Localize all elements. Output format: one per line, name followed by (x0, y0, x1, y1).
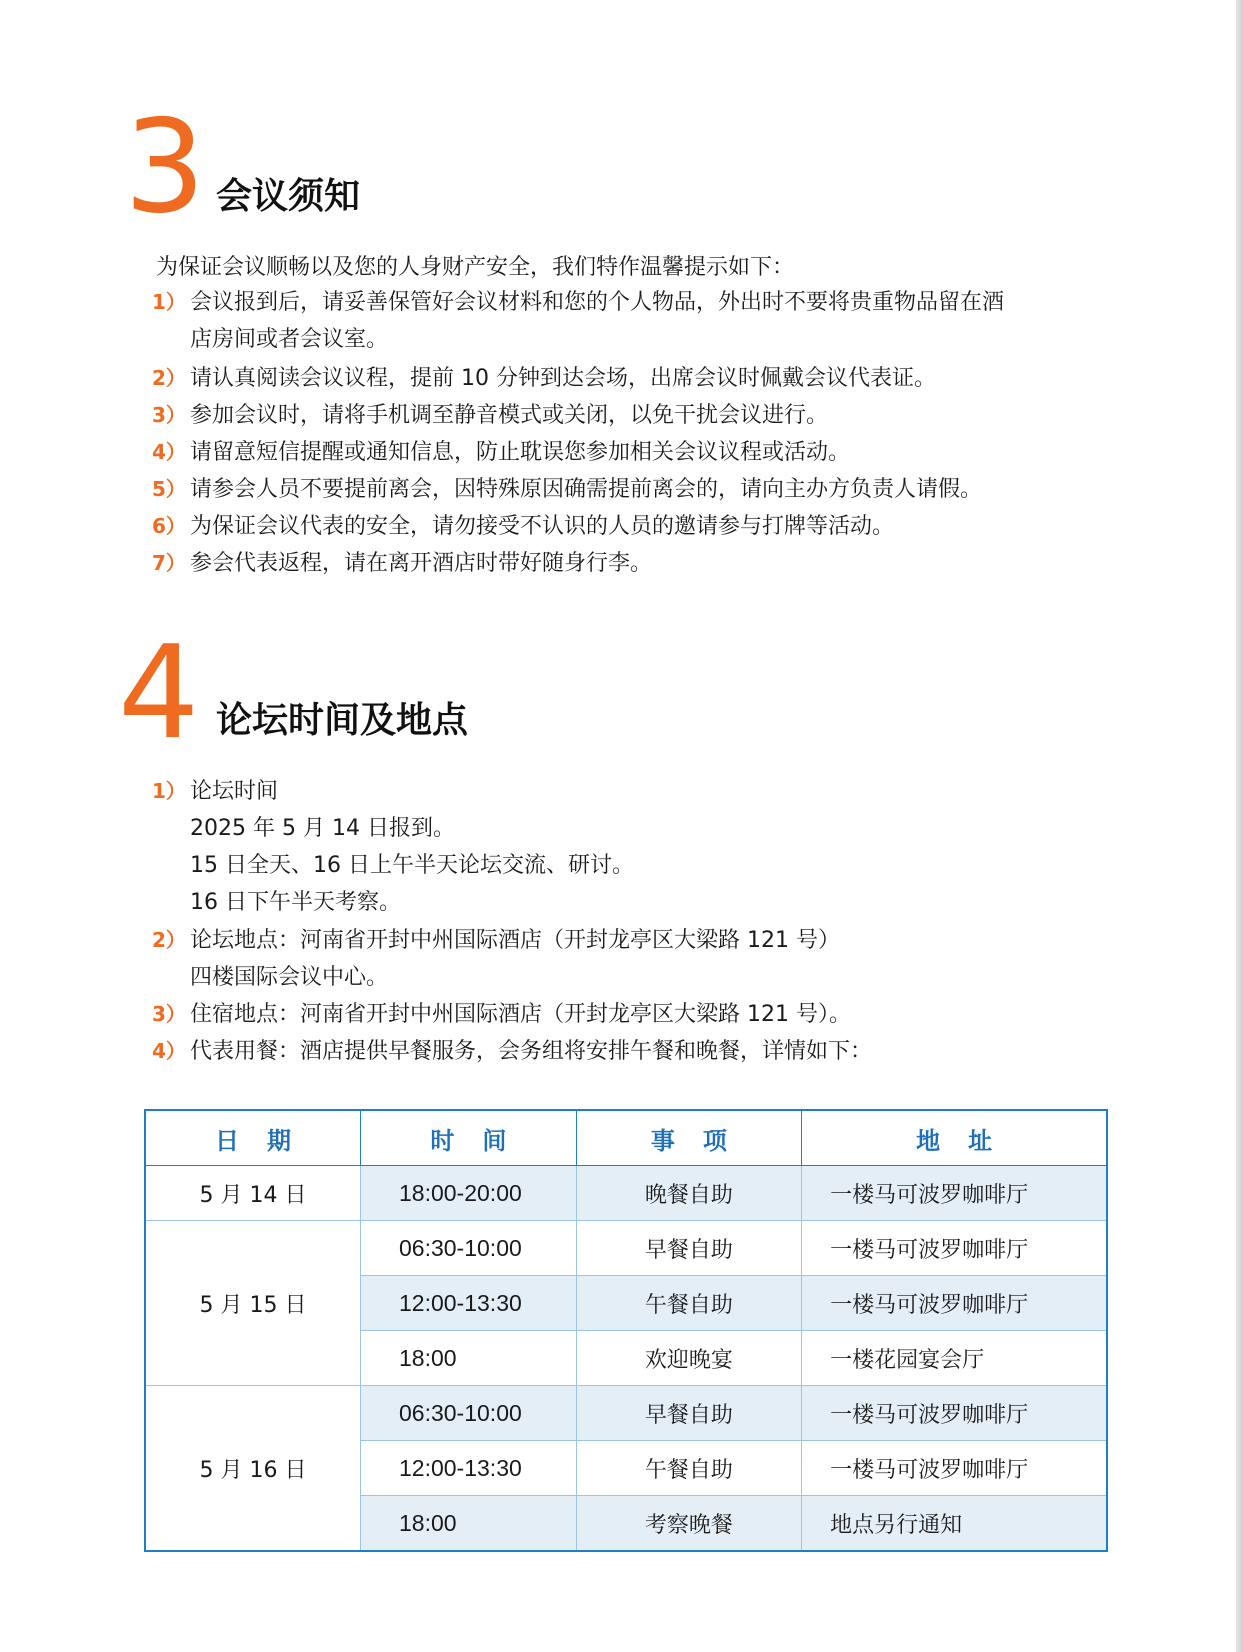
forum-item-2 (152, 922, 840, 996)
place-cell: 一楼花园宴会厅 (802, 1331, 1107, 1386)
forum-item-1 (152, 773, 634, 921)
page-edge (1236, 0, 1243, 1652)
date-cell: 5 月 15 日 (145, 1221, 361, 1386)
table-row (145, 1166, 1107, 1221)
time-cell: 18:00-20:00 (361, 1166, 577, 1221)
place-cell: 一楼马可波罗咖啡厅 (802, 1276, 1107, 1331)
time-cell: 18:00 (361, 1496, 577, 1552)
item-text: 住宿地点：河南省开封中州国际酒店（开封龙亭区大梁路 121 号）。 (190, 1002, 851, 1027)
item-text: 请参会人员不要提前离会，因特殊原因确需提前离会的，请向主办方负责人请假。 (190, 477, 983, 502)
item-number: 6） (152, 514, 186, 538)
forum-item-4 (152, 1033, 872, 1070)
section-3-intro: 为保证会议顺畅以及您的人身财产安全，我们特作温馨提示如下： (156, 255, 795, 280)
event-cell: 欢迎晚宴 (576, 1331, 801, 1386)
forum-item-3 (152, 996, 851, 1033)
notice-item-4 (152, 434, 850, 471)
item-number: 3） (152, 1002, 186, 1026)
item-text: 论坛地点：河南省开封中州国际酒店（开封龙亭区大梁路 121 号） (190, 928, 840, 953)
meal-schedule-table (144, 1109, 1108, 1552)
place-cell: 一楼马可波罗咖啡厅 (802, 1441, 1107, 1496)
event-cell: 早餐自助 (576, 1386, 801, 1441)
item-number: 1） (152, 779, 186, 803)
place-cell: 一楼马可波罗咖啡厅 (802, 1166, 1107, 1221)
section-3-number: 3 (124, 93, 206, 242)
notice-item-3 (152, 397, 828, 434)
time-cell: 06:30-10:00 (361, 1221, 577, 1276)
table-header-row (145, 1110, 1107, 1166)
item-number: 1） (152, 290, 186, 314)
time-cell: 18:00 (361, 1331, 577, 1386)
section-3-title: 会议须知 (216, 176, 361, 217)
item-number: 4） (152, 1039, 186, 1063)
item-number: 3） (152, 403, 186, 427)
notice-item-7 (152, 545, 652, 582)
notice-item-6 (152, 508, 894, 545)
time-cell: 12:00-13:30 (361, 1276, 577, 1331)
date-cell: 5 月 14 日 (145, 1166, 361, 1221)
item-text-continued: 四楼国际会议中心。 (190, 965, 389, 990)
item-text-continued: 店房间或者会议室。 (190, 327, 389, 352)
place-cell: 一楼马可波罗咖啡厅 (802, 1221, 1107, 1276)
item-text-continued: 16 日下午半天考察。 (190, 890, 401, 915)
event-cell: 午餐自助 (576, 1276, 801, 1331)
header-event: 事 项 (576, 1110, 801, 1166)
event-cell: 考察晚餐 (576, 1496, 801, 1552)
header-time: 时 间 (361, 1110, 577, 1166)
item-text-continued: 15 日全天、16 日上午半天论坛交流、研讨。 (190, 853, 634, 878)
item-number: 5） (152, 477, 186, 501)
notice-item-2 (152, 360, 936, 397)
item-number: 7） (152, 551, 186, 575)
place-cell: 一楼马可波罗咖啡厅 (802, 1386, 1107, 1441)
notice-item-1 (152, 284, 1004, 358)
time-cell: 06:30-10:00 (361, 1386, 577, 1441)
item-number: 4） (152, 440, 186, 464)
notice-item-5 (152, 471, 982, 508)
event-cell: 晚餐自助 (576, 1166, 801, 1221)
item-text: 代表用餐：酒店提供早餐服务，会务组将安排午餐和晚餐，详情如下： (190, 1039, 873, 1064)
time-cell: 12:00-13:30 (361, 1441, 577, 1496)
date-cell: 5 月 16 日 (145, 1386, 361, 1552)
item-text: 论坛时间 (190, 779, 279, 804)
item-number: 2） (152, 928, 186, 952)
table-row (145, 1221, 1107, 1276)
item-text-continued: 2025 年 5 月 14 日报到。 (190, 816, 455, 841)
event-cell: 午餐自助 (576, 1441, 801, 1496)
section-4-number: 4 (118, 619, 200, 768)
section-4-title: 论坛时间及地点 (216, 700, 469, 741)
item-text: 参加会议时，请将手机调至静音模式或关闭，以免干扰会议进行。 (190, 403, 829, 428)
item-text: 请留意短信提醒或通知信息，防止耽误您参加相关会议议程或活动。 (190, 440, 851, 465)
item-number: 2） (152, 366, 186, 390)
header-place: 地 址 (802, 1110, 1107, 1166)
place-cell: 地点另行通知 (802, 1496, 1107, 1552)
header-date: 日 期 (145, 1110, 361, 1166)
table-row (145, 1386, 1107, 1441)
item-text: 会议报到后，请妥善保管好会议材料和您的个人物品，外出时不要将贵重物品留在酒 (190, 290, 1005, 315)
item-text: 请认真阅读会议议程，提前 10 分钟到达会场，出席会议时佩戴会议代表证。 (190, 366, 936, 391)
item-text: 参会代表返程，请在离开酒店时带好随身行李。 (190, 551, 653, 576)
item-text: 为保证会议代表的安全，请勿接受不认识的人员的邀请参与打牌等活动。 (190, 514, 895, 539)
event-cell: 早餐自助 (576, 1221, 801, 1276)
